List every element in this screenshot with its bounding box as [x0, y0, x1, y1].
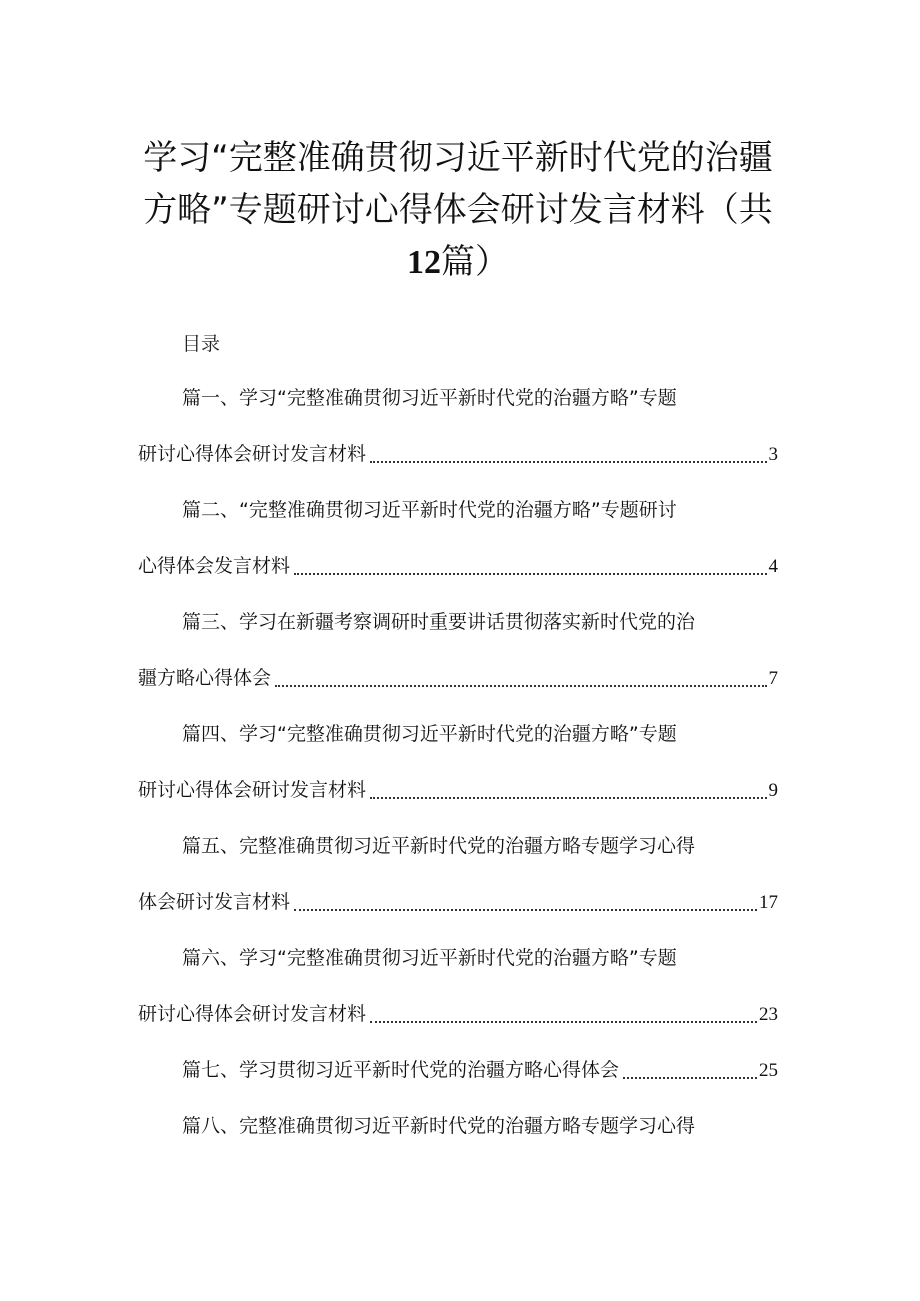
toc-entry-3-page: 7 — [768, 668, 778, 689]
title-line-2: 方略”专题研讨心得体会研讨发言材料（共 — [143, 190, 773, 230]
toc-leader-dots — [370, 797, 766, 799]
toc-entry-7[interactable] — [182, 1056, 778, 1085]
toc-entry-6-label: 研讨心得体会研讨发言材料 — [138, 1003, 367, 1025]
toc-entry-1-continuation[interactable] — [138, 440, 778, 469]
toc-entry-3-label: 疆方略心得体会 — [138, 667, 272, 689]
toc-entry-6-page: 23 — [759, 1004, 778, 1025]
toc-entry-8-title[interactable]: 篇八、完整准确贯彻习近平新时代党的治疆方略专题学习心得 — [182, 1115, 696, 1137]
toc-entry-2-continuation[interactable] — [138, 552, 778, 581]
toc-entry-2-label: 心得体会发言材料 — [138, 555, 291, 577]
toc-heading: 目录 — [182, 333, 221, 355]
toc-leader-dots — [370, 461, 766, 463]
toc-entry-4-title[interactable]: 篇四、学习“完整准确贯彻习近平新时代党的治疆方略”专题 — [182, 723, 677, 745]
toc-entry-3-title[interactable]: 篇三、学习在新疆考察调研时重要讲话贯彻落实新时代党的治 — [182, 611, 696, 633]
toc-entry-6-continuation[interactable] — [138, 1000, 778, 1029]
toc-leader-dots — [623, 1077, 757, 1079]
toc-entry-2-title[interactable]: 篇二、“完整准确贯彻习近平新时代党的治疆方略”专题研讨 — [182, 499, 677, 521]
toc-entry-7-page: 25 — [759, 1060, 778, 1081]
title-article-count: 12 — [407, 244, 441, 281]
toc-entry-5-title[interactable]: 篇五、完整准确贯彻习近平新时代党的治疆方略专题学习心得 — [182, 835, 696, 857]
toc-entry-4-page: 9 — [768, 780, 778, 801]
toc-entry-1-page: 3 — [768, 444, 778, 465]
title-line-3 — [138, 236, 778, 289]
toc-entry-7-label: 篇七、学习贯彻习近平新时代党的治疆方略心得体会 — [182, 1059, 620, 1081]
toc-leader-dots — [294, 573, 766, 575]
title-line-1: 学习“完整准确贯彻习近平新时代党的治疆 — [143, 138, 773, 178]
toc-leader-dots — [294, 909, 757, 911]
document-title — [138, 132, 778, 289]
toc-entry-5-page: 17 — [759, 892, 778, 913]
toc-entry-6-title[interactable]: 篇六、学习“完整准确贯彻习近平新时代党的治疆方略”专题 — [182, 947, 677, 969]
toc-entry-5-continuation[interactable] — [138, 888, 778, 917]
toc-entry-1-title[interactable]: 篇一、学习“完整准确贯彻习近平新时代党的治疆方略”专题 — [182, 387, 677, 409]
toc-entry-4-continuation[interactable] — [138, 776, 778, 805]
title-line-3-suffix: 篇） — [441, 242, 509, 282]
toc-entry-1-label: 研讨心得体会研讨发言材料 — [138, 443, 367, 465]
toc-leader-dots — [275, 685, 766, 687]
toc-entry-4-label: 研讨心得体会研讨发言材料 — [138, 779, 367, 801]
toc-entry-5-label: 体会研讨发言材料 — [138, 891, 291, 913]
toc-entry-3-continuation[interactable] — [138, 664, 778, 693]
toc-leader-dots — [370, 1021, 757, 1023]
toc-entry-2-page: 4 — [768, 556, 778, 577]
